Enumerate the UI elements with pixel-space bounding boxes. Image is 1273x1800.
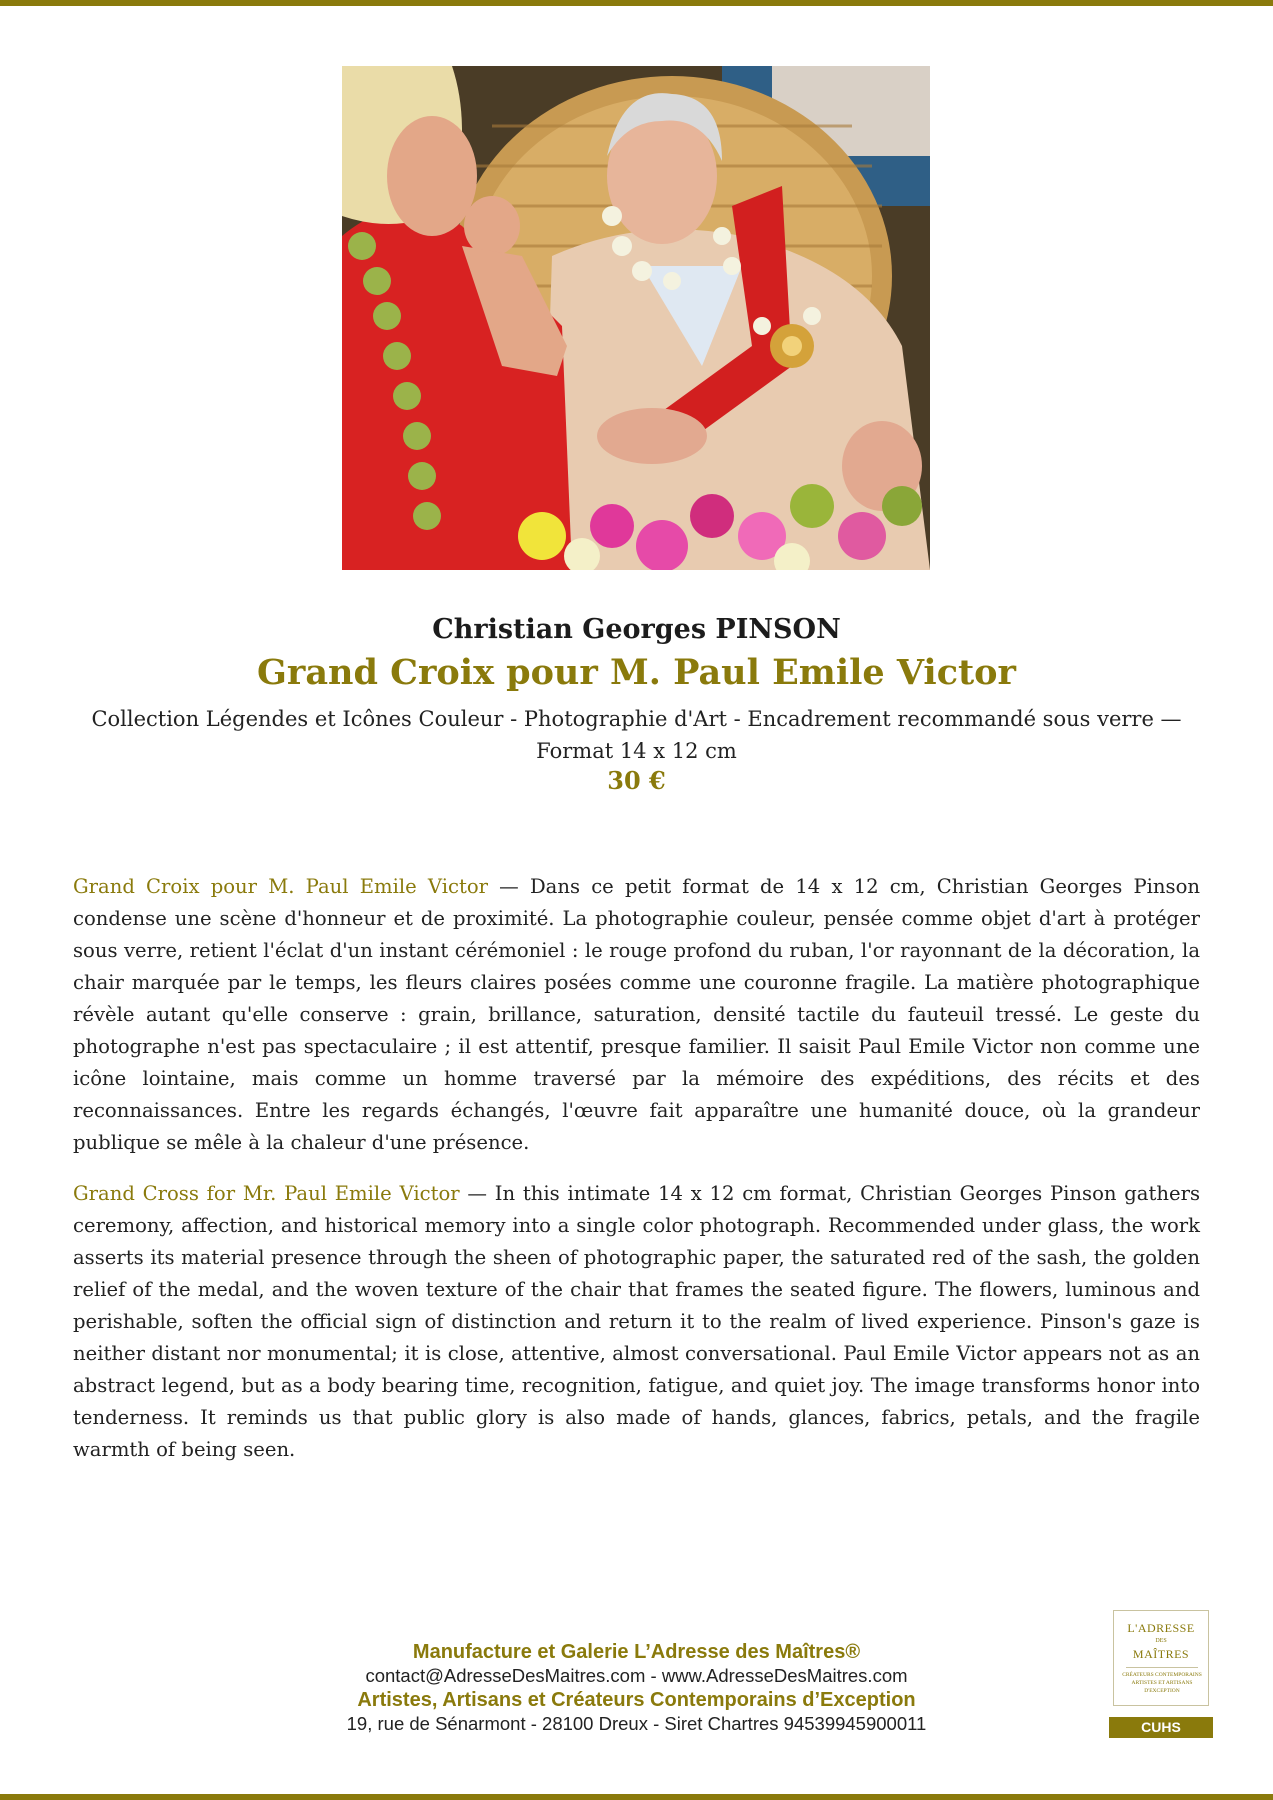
top-rule (0, 0, 1273, 6)
bottom-rule (0, 1794, 1273, 1800)
footer-tagline: Artistes, Artisans et Créateurs Contemporains d’Exception (357, 1689, 916, 1711)
logo-line-2: DES (1155, 1638, 1167, 1644)
logo-line-4: CRÉATEURS CONTEMPORAINS ARTISTES ET ARTISANS D'EXCEPTION (1122, 1672, 1202, 1694)
logo-line-3: MAÎTRES (1132, 1647, 1190, 1661)
logo-divider (1126, 1667, 1198, 1668)
description-en (73, 1178, 1200, 1466)
description-en-lead: Grand Cross for Mr. Paul Emile Victor (73, 1182, 460, 1205)
gallery-logo (1113, 1610, 1209, 1706)
artwork-price: 30 € (607, 766, 666, 795)
footer-contact[interactable]: contact@AdresseDesMaitres.com - www.AdresseDesMaitres.com (365, 1665, 908, 1686)
description-fr-lead: Grand Croix pour M. Paul Emile Victor (73, 875, 488, 898)
artwork-subtitle: Collection Légendes et Icônes Couleur - Photographie d'Art - Encadrement recommandé sous verre — Format 14 x 12 cm (91, 707, 1182, 763)
description-fr-body: — Dans ce petit format de 14 x 12 cm, Christian Georges Pinson condense une scène d'honneur et de proximité. La photographie couleur, pensée comme objet d'art à protéger sous verre, retient l'éclat d'un instant cérémoniel : le rouge profond du ruban, l'or rayonnant de la décoration, la chair marquée par le temps, les fleurs claires posées comme une couronne fragile. La matière photographique révèle autant qu'elle conserve : grain, brillance, saturation, densité tactile du fauteuil tressé. Le geste du photographe n'est pas spectaculaire ; il est attentif, presque familier. Il saisit Paul Emile Victor non comme une icône lointaine, mais comme un homme traversé par la mémoire des expéditions, des récits et des reconnaissances. Entre les regards échangés, l'œuvre fait apparaître une humanité douce, où la grandeur publique se mêle à la chaleur d'une présence. (73, 875, 1200, 1154)
logo-line-1: L'ADRESSE (1127, 1621, 1195, 1635)
artwork-photo (342, 66, 930, 570)
artwork-photo-illustration (342, 66, 930, 570)
artwork-title: Grand Croix pour M. Paul Emile Victor (257, 652, 1016, 693)
artist-name: Christian Georges PINSON (432, 614, 841, 645)
description-en-body: — In this intimate 14 x 12 cm format, Christian Georges Pinson gathers ceremony, affection, and historical memory into a single color photograph. Recommended under glass, the work asserts its material presence through the sheen of photographic paper, the saturated red of the sash, the golden relief of the medal, and the woven texture of the chair that frames the seated figure. The flowers, luminous and perishable, soften the official sign of distinction and return it to the realm of lived experience. Pinson's gaze is neither distant nor monumental; it is close, attentive, almost conversational. Paul Emile Victor appears not as an abstract legend, but as a body bearing time, recognition, fatigue, and quiet joy. The image transforms honor into tenderness. It reminds us that public glory is also made of hands, glances, fabrics, petals, and the fragile warmth of being seen. (73, 1182, 1200, 1461)
description-fr (73, 871, 1200, 1159)
cuhs-badge: CUHS (1109, 1717, 1213, 1738)
footer-company: Manufacture et Galerie L’Adresse des Maîtres® (412, 1641, 861, 1663)
footer-address: 19, rue de Sénarmont - 28100 Dreux - Siret Chartres 94539945900011 (346, 1713, 927, 1734)
footer (0, 1640, 1273, 1736)
